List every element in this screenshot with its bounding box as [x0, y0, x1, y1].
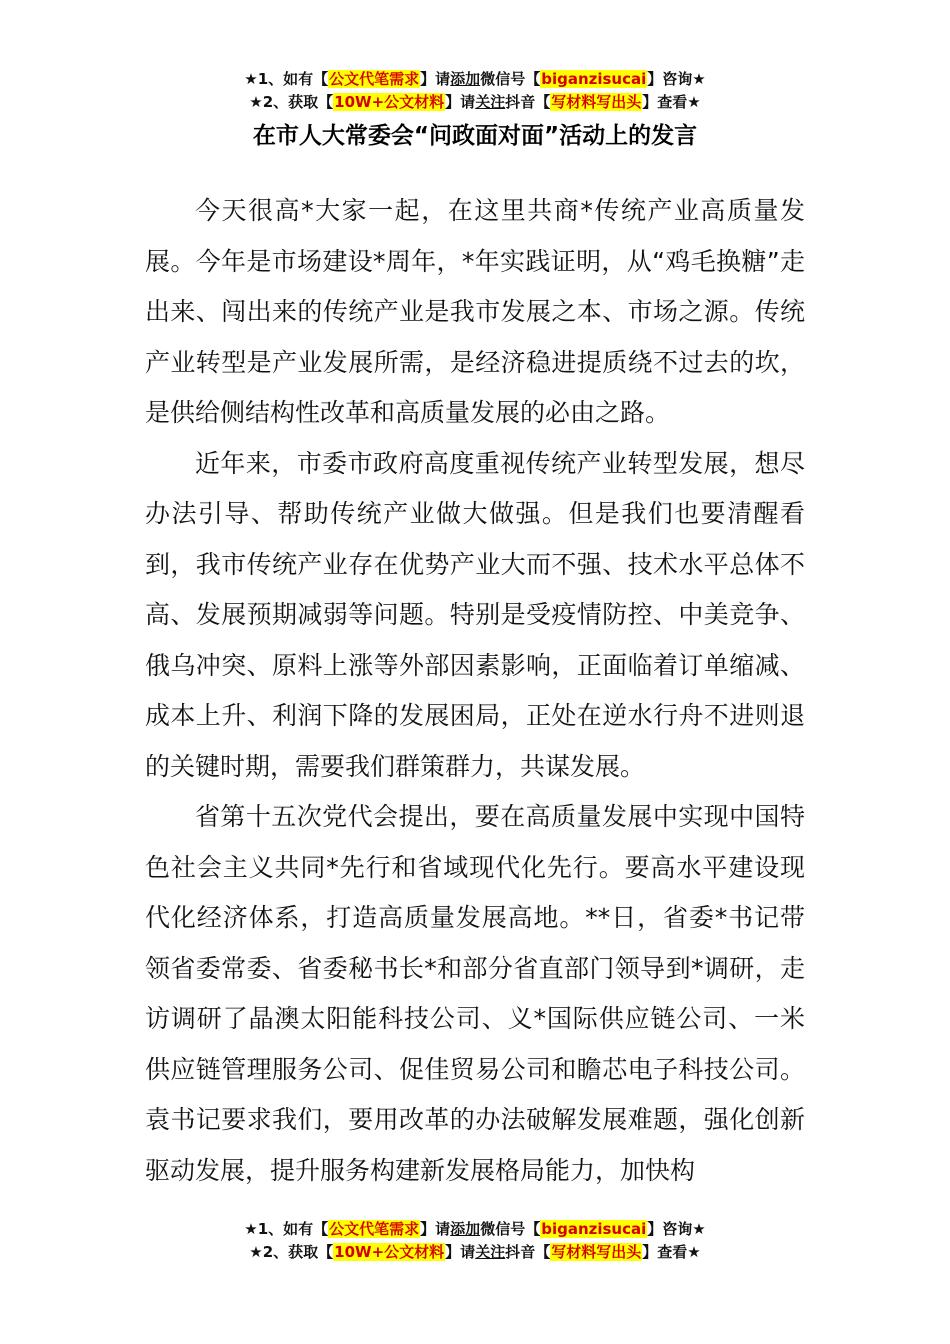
- page-title: 在市人大常委会“问政面对面”活动上的发言: [252, 123, 698, 149]
- banner-text: 】请: [445, 93, 476, 111]
- banner-line-1: [0, 1218, 950, 1241]
- paragraph-2: 近年来，市委市政府高度重视传统产业转型发展，想尽办法引导、帮助传统产业做大做强。但是我们也要清醒看到，我市传统产业存在优势产业大而不强、技术水平总体不高、发展预期减弱等问题。特别是受疫情防控、中美竞争、俄乌冲突、原料上涨等外部因素影响，正面临着订单缩减、成本上升、利润下降的发展困局，正处在逆水行舟不进则退的关键时期，需要我们群策群力，共谋发展。: [145, 448, 805, 781]
- banner-text: 抖音【: [505, 1243, 551, 1261]
- star-icon: ★: [687, 1243, 701, 1261]
- top-banner: [0, 68, 950, 114]
- banner-text: 】请: [445, 1243, 476, 1261]
- highlight-materials: 10W+公文材料: [334, 93, 445, 111]
- banner-text: 微信号【: [480, 70, 541, 88]
- underlined-text: 添加: [450, 70, 481, 88]
- banner-text: 】请: [420, 1220, 451, 1238]
- star-icon: ★: [249, 93, 263, 111]
- banner-line-2: [0, 91, 950, 114]
- banner-text: 微信号【: [480, 1220, 541, 1238]
- banner-text: 1、如有【: [257, 1220, 329, 1238]
- banner-text: 】查看: [642, 1243, 688, 1261]
- star-icon: ★: [687, 93, 701, 111]
- banner-line-1: [0, 68, 950, 91]
- highlight-wechat-id: biganzisucai: [541, 70, 647, 88]
- banner-text: 】查看: [642, 93, 688, 111]
- banner-text: 】咨询: [647, 70, 693, 88]
- paragraph-1: 今天很高*大家一起，在这里共商*传统产业高质量发展。今年是市场建设*周年，*年实践证明，从“鸡毛换糖”走出来、闯出来的传统产业是我市发展之本、市场之源。传统产业转型是产业发展所需，是经济稳进提质绕不过去的坎，是供给侧结构性改革和高质量发展的必由之路。: [145, 196, 805, 427]
- highlight-service: 公文代笔需求: [329, 1220, 420, 1238]
- star-icon: ★: [692, 1220, 706, 1238]
- banner-text: 2、获取【: [262, 1243, 334, 1261]
- star-icon: ★: [692, 70, 706, 88]
- highlight-douyin: 写材料写出头: [551, 93, 642, 111]
- star-icon: ★: [244, 1220, 258, 1238]
- document-body: [145, 186, 805, 1196]
- banner-line-2: [0, 1241, 950, 1264]
- star-icon: ★: [244, 70, 258, 88]
- underlined-text: 关注: [475, 1243, 506, 1261]
- banner-text: 抖音【: [505, 93, 551, 111]
- highlight-service: 公文代笔需求: [329, 70, 420, 88]
- star-icon: ★: [249, 1243, 263, 1261]
- highlight-wechat-id: biganzisucai: [541, 1220, 647, 1238]
- banner-text: 】咨询: [647, 1220, 693, 1238]
- highlight-materials: 10W+公文材料: [334, 1243, 445, 1261]
- banner-text: 】请: [420, 70, 451, 88]
- banner-text: 1、如有【: [257, 70, 329, 88]
- banner-text: 2、获取【: [262, 93, 334, 111]
- bottom-banner: [0, 1218, 950, 1264]
- paragraph-3: 省第十五次党代会提出，要在高质量发展中实现中国特色社会主义共同*先行和省域现代化先行。要高水平建设现代化经济体系，打造高质量发展高地。**日，省委*书记带领省委常委、省委秘书长*和部分省直部门领导到*调研，走访调研了晶澳太阳能科技公司、义*国际供应链公司、一米供应链管理服务公司、促佳贸易公司和瞻芯电子科技公司。袁书记要求我们，要用改革的办法破解发展难题，强化创新驱动发展，提升服务构建新发展格局能力，加快构: [145, 802, 805, 1185]
- underlined-text: 关注: [475, 93, 506, 111]
- underlined-text: 添加: [450, 1220, 481, 1238]
- highlight-douyin: 写材料写出头: [551, 1243, 642, 1261]
